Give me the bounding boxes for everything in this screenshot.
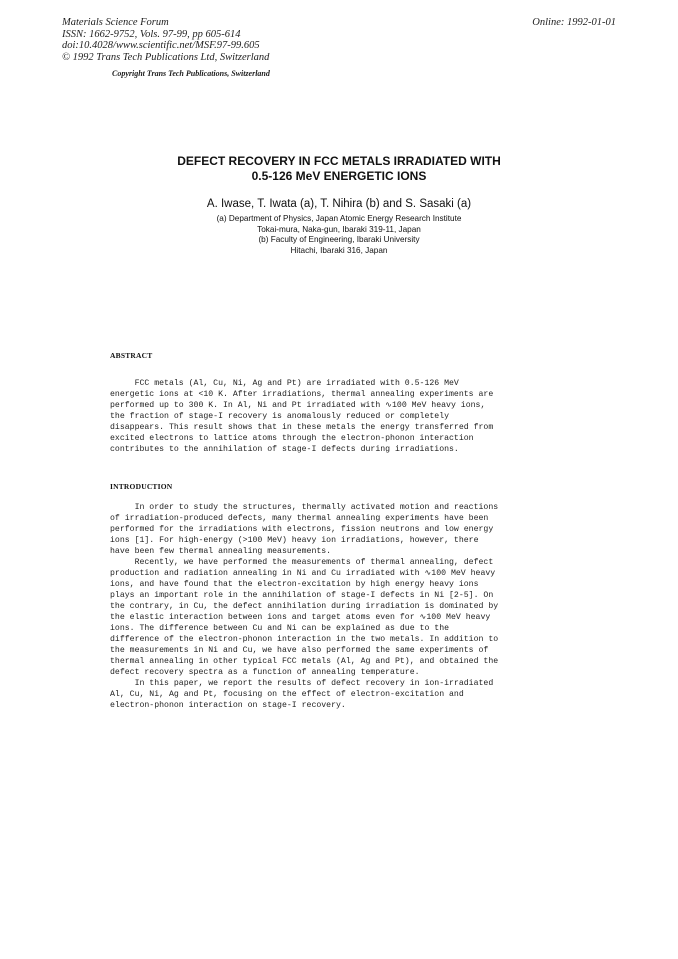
journal-doi: doi:10.4028/www.scientific.net/MSF.97-99.605 <box>62 40 260 51</box>
text-line: of irradiation-produced defects, many thermal annealing experiments have been <box>110 514 489 523</box>
text-line: production and radiation annealing in Ni and Cu irradiated with ∿100 MeV heavy <box>110 569 496 578</box>
title-line: 0.5-126 MeV ENERGETIC IONS <box>251 169 427 183</box>
journal-header <box>62 17 269 63</box>
affiliation-line: (b) Faculty of Engineering, Ibaraki University <box>258 235 420 244</box>
text-line: In order to study the structures, thermally activated motion and reactions <box>110 503 499 512</box>
journal-issn: ISSN: 1662-9752, Vols. 97-99, pp 605-614 <box>62 28 241 40</box>
text-line: difference of the electron-phonon interaction in the two metals. In addition to <box>110 635 499 644</box>
abstract-heading: ABSTRACT <box>110 351 153 360</box>
text-line: energetic ions at <10 K. After irradiations, thermal annealing experiments are <box>110 390 494 399</box>
introduction-body <box>110 502 540 711</box>
affiliation-line: Hitachi, Ibaraki 316, Japan <box>290 245 388 255</box>
text-line: the fraction of stage-I recovery is anomalously reduced or completely <box>110 412 450 421</box>
title-line: DEFECT RECOVERY IN FCC METALS IRRADIATED WITH <box>177 154 501 168</box>
text-line: plays an important role in the annihilation of stage-I defects in Ni [2-5]. On <box>110 591 494 600</box>
abstract-body <box>110 378 540 455</box>
text-line: have been few thermal annealing measurements. <box>110 547 332 556</box>
affiliation-line: Tokai-mura, Naka-gun, Ibaraki 319-11, Japan <box>257 224 421 234</box>
text-line: the contrary, in Cu, the defect annihilation during irradiation is dominated by <box>110 602 499 611</box>
text-line: contributes to the annihilation of stage-I defects during irradiations. <box>110 445 459 454</box>
text-line: the measurements in Ni and Cu, we have also performed the same experiments of <box>110 646 489 655</box>
text-line: ions. The difference between Cu and Ni can be explained as due to the <box>110 624 450 633</box>
text-line: Al, Cu, Ni, Ag and Pt, focusing on the effect of electron-excitation and <box>110 690 464 699</box>
text-line: performed for the irradiations with electrons, fission neutrons and low energy <box>110 525 494 534</box>
affiliation-line: (a) Department of Physics, Japan Atomic Energy Research Institute <box>216 214 462 223</box>
text-line: performed up to 300 K. In Al, Ni and Pt irradiated with ∿100 MeV heavy ions, <box>110 401 486 410</box>
paper-title <box>0 154 678 184</box>
publisher-copyright: Copyright Trans Tech Publications, Switzerland <box>112 69 270 78</box>
affiliations <box>0 214 678 256</box>
online-date: Online: 1992-01-01 <box>532 17 616 28</box>
text-line: the elastic interaction between ions and target atoms even for ∿100 MeV heavy <box>110 613 491 622</box>
text-line: ions, and have found that the electron-excitation by high energy heavy ions <box>110 580 479 589</box>
text-line: FCC metals (Al, Cu, Ni, Ag and Pt) are irradiated with 0.5-126 MeV <box>110 379 459 388</box>
text-line: excited electrons to lattice atoms through the electron-phonon interaction <box>110 434 474 443</box>
text-line: Recently, we have performed the measurements of thermal annealing, defect <box>110 558 494 567</box>
journal-copyright: © 1992 Trans Tech Publications Ltd, Switzerland <box>62 51 270 63</box>
journal-name: Materials Science Forum <box>62 17 169 28</box>
text-line: In this paper, we report the results of defect recovery in ion-irradiated <box>110 679 494 688</box>
author-list: A. Iwase, T. Iwata (a), T. Nihira (b) and S. Sasaki (a) <box>206 198 472 210</box>
text-line: thermal annealing in other typical FCC metals (Al, Ag and Pt), and obtained the <box>110 657 499 666</box>
text-line: disappears. This result shows that in these metals the energy transferred from <box>110 423 494 432</box>
text-line: defect recovery spectra as a function of annealing temperature. <box>110 668 420 677</box>
text-line: ions [1]. For high-energy (>100 MeV) heavy ion irradiations, however, there <box>110 536 479 545</box>
introduction-heading: INTRODUCTION <box>110 482 173 491</box>
text-line: electron-phonon interaction on stage-I recovery. <box>110 701 346 710</box>
